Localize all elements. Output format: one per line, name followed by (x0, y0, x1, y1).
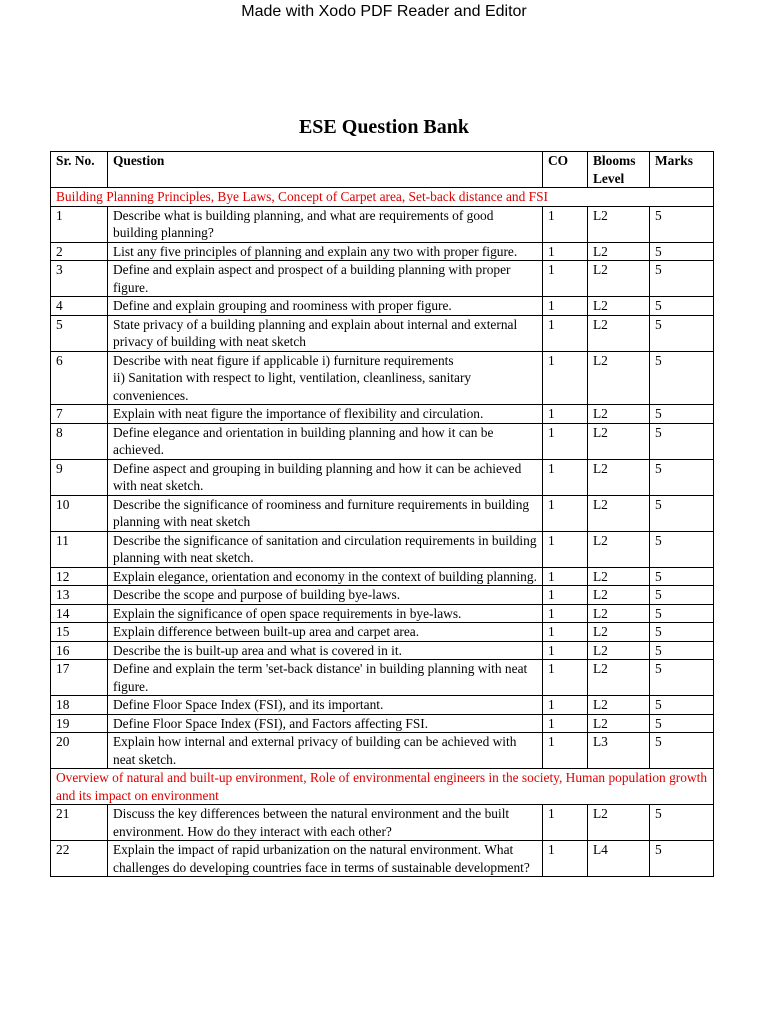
cell-question (108, 261, 543, 297)
question-text: Explain with neat figure the importance of flexibility and circulation. (113, 406, 484, 421)
header-marks: Marks (650, 152, 714, 188)
cell-marks: 5 (650, 623, 714, 642)
table-body (51, 188, 714, 877)
cell-marks: 5 (650, 423, 714, 459)
question-text: Define elegance and orientation in building planning and how it can be achieved. (113, 424, 494, 457)
question-text: Define Floor Space Index (FSI), and Factors affecting FSI. (113, 715, 429, 731)
cell-sr-no: 2 (51, 242, 108, 261)
cell-co: 1 (543, 261, 588, 297)
cell-sr-no: 22 (51, 841, 108, 877)
cell-blooms-level: L2 (588, 660, 650, 696)
cell-marks: 5 (650, 696, 714, 715)
question-text: Describe with neat figure if applicable i) furniture requirements (113, 352, 454, 368)
cell-marks: 5 (650, 206, 714, 242)
cell-marks: 5 (650, 567, 714, 586)
cell-blooms-level: L2 (588, 586, 650, 605)
cell-sr-no: 16 (51, 641, 108, 660)
cell-sr-no: 12 (51, 567, 108, 586)
header-question: Question (108, 152, 543, 188)
cell-blooms-level: L2 (588, 459, 650, 495)
watermark-banner: Made with Xodo PDF Reader and Editor (241, 3, 527, 20)
table-row (51, 315, 714, 351)
cell-question (108, 242, 543, 261)
cell-marks: 5 (650, 495, 714, 531)
table-row (51, 841, 714, 877)
cell-co: 1 (543, 567, 588, 586)
cell-co: 1 (543, 586, 588, 605)
cell-question (108, 805, 543, 841)
table-row (51, 531, 714, 567)
cell-co: 1 (543, 459, 588, 495)
cell-sr-no: 20 (51, 733, 108, 769)
cell-blooms-level: L2 (588, 261, 650, 297)
cell-sr-no: 17 (51, 660, 108, 696)
cell-blooms-level: L2 (588, 351, 650, 405)
cell-sr-no: 10 (51, 495, 108, 531)
cell-blooms-level: L2 (588, 696, 650, 715)
cell-sr-no: 13 (51, 586, 108, 605)
cell-co: 1 (543, 531, 588, 567)
question-text: Define and explain the term 'set-back distance' in building planning with neat figure. (113, 661, 528, 694)
table-row (51, 586, 714, 605)
cell-marks: 5 (650, 242, 714, 261)
cell-blooms-level: L2 (588, 405, 650, 424)
table-row (51, 423, 714, 459)
cell-question (108, 733, 543, 769)
cell-marks: 5 (650, 604, 714, 623)
cell-sr-no: 7 (51, 405, 108, 424)
cell-co: 1 (543, 405, 588, 424)
table-row (51, 696, 714, 715)
cell-question (108, 567, 543, 586)
cell-co: 1 (543, 714, 588, 733)
cell-marks: 5 (650, 261, 714, 297)
cell-co: 1 (543, 206, 588, 242)
table-row (51, 623, 714, 642)
cell-question (108, 297, 543, 316)
table-row (51, 495, 714, 531)
cell-sr-no: 4 (51, 297, 108, 316)
cell-co: 1 (543, 297, 588, 316)
cell-question (108, 604, 543, 623)
cell-blooms-level: L3 (588, 733, 650, 769)
cell-marks: 5 (650, 586, 714, 605)
section-heading-row (51, 188, 714, 207)
cell-sr-no: 5 (51, 315, 108, 351)
cell-sr-no: 15 (51, 623, 108, 642)
cell-co: 1 (543, 805, 588, 841)
cell-sr-no: 8 (51, 423, 108, 459)
table-row (51, 206, 714, 242)
table-row (51, 297, 714, 316)
cell-blooms-level: L4 (588, 841, 650, 877)
cell-co: 1 (543, 495, 588, 531)
question-text: Define Floor Space Index (FSI), and its important. (113, 697, 384, 712)
question-text: Describe what is building planning, and what are requirements of good building planning? (113, 207, 494, 240)
cell-blooms-level: L2 (588, 423, 650, 459)
cell-sr-no: 11 (51, 531, 108, 567)
cell-question (108, 206, 543, 242)
cell-co: 1 (543, 841, 588, 877)
question-text: Describe the scope and purpose of building bye-laws. (113, 587, 401, 602)
cell-blooms-level: L2 (588, 714, 650, 733)
question-text: Explain difference between built-up area and carpet area. (113, 624, 420, 639)
header-sr-no: Sr. No. (51, 152, 108, 188)
cell-marks: 5 (650, 733, 714, 769)
cell-sr-no: 14 (51, 604, 108, 623)
question-table (50, 151, 714, 877)
cell-marks: 5 (650, 405, 714, 424)
question-text: Define and explain grouping and roominess with proper figure. (113, 298, 452, 313)
cell-blooms-level: L2 (588, 297, 650, 316)
cell-question (108, 315, 543, 351)
cell-marks: 5 (650, 841, 714, 877)
cell-marks: 5 (650, 805, 714, 841)
question-text: Explain how internal and external privacy of building can be achieved with neat sketch. (113, 734, 517, 767)
cell-blooms-level: L2 (588, 623, 650, 642)
cell-question (108, 459, 543, 495)
cell-marks: 5 (650, 660, 714, 696)
cell-co: 1 (543, 641, 588, 660)
cell-sr-no: 1 (51, 206, 108, 242)
cell-sr-no: 9 (51, 459, 108, 495)
cell-marks: 5 (650, 459, 714, 495)
section-heading-row (51, 769, 714, 805)
cell-question (108, 351, 543, 405)
table-row (51, 641, 714, 660)
header-co: CO (543, 152, 588, 188)
cell-marks: 5 (650, 531, 714, 567)
cell-question (108, 405, 543, 424)
cell-co: 1 (543, 623, 588, 642)
cell-sr-no: 6 (51, 351, 108, 405)
cell-marks: 5 (650, 315, 714, 351)
cell-question (108, 696, 543, 715)
cell-question (108, 623, 543, 642)
question-text: Discuss the key differences between the natural environment and the built environment. How do they interact with each other? (113, 806, 510, 839)
cell-sr-no: 21 (51, 805, 108, 841)
table-row (51, 242, 714, 261)
cell-marks: 5 (650, 714, 714, 733)
cell-marks: 5 (650, 641, 714, 660)
cell-co: 1 (543, 242, 588, 261)
question-text: Describe the significance of sanitation and circulation requirements in building planning with neat sketch. (113, 532, 537, 565)
question-text: State privacy of a building planning and explain about internal and external privacy of building with neat sketch (113, 316, 518, 349)
question-text: Describe the significance of roominess and furniture requirements in building planning with neat sketch (113, 496, 530, 529)
table-row (51, 459, 714, 495)
cell-question (108, 423, 543, 459)
question-text: Define and explain aspect and prospect of a building planning with proper figure. (113, 262, 511, 295)
header-blooms-level: Blooms Level (588, 152, 650, 188)
cell-blooms-level: L2 (588, 641, 650, 660)
question-text: Explain elegance, orientation and economy in the context of building planning. (113, 568, 537, 584)
cell-sr-no: 3 (51, 261, 108, 297)
cell-blooms-level: L2 (588, 604, 650, 623)
cell-marks: 5 (650, 297, 714, 316)
question-text: List any five principles of planning and explain any two with proper figure. (113, 243, 518, 259)
cell-sr-no: 19 (51, 714, 108, 733)
cell-co: 1 (543, 660, 588, 696)
cell-blooms-level: L2 (588, 567, 650, 586)
cell-sr-no: 18 (51, 696, 108, 715)
cell-co: 1 (543, 733, 588, 769)
cell-co: 1 (543, 696, 588, 715)
question-text: Describe the is built-up area and what is covered in it. (113, 642, 402, 658)
cell-question (108, 641, 543, 660)
section-heading: Overview of natural and built-up environment, Role of environmental engineers in the society, Human population growth and its impact on environment (51, 769, 714, 805)
table-row (51, 660, 714, 696)
table-row (51, 604, 714, 623)
table-row (51, 733, 714, 769)
cell-co: 1 (543, 423, 588, 459)
cell-question (108, 660, 543, 696)
cell-co: 1 (543, 351, 588, 405)
cell-marks: 5 (650, 351, 714, 405)
cell-blooms-level: L2 (588, 242, 650, 261)
cell-question (108, 841, 543, 877)
cell-question (108, 714, 543, 733)
table-header-row (51, 152, 714, 188)
cell-blooms-level: L2 (588, 805, 650, 841)
question-text: Explain the significance of open space requirements in bye-laws. (113, 605, 462, 621)
cell-blooms-level: L2 (588, 206, 650, 242)
section-heading: Building Planning Principles, Bye Laws, Concept of Carpet area, Set-back distance and FSI (51, 188, 714, 207)
table-row (51, 714, 714, 733)
table-row (51, 405, 714, 424)
question-text: ii) Sanitation with respect to light, ventilation, cleanliness, sanitary conveniences. (113, 370, 472, 403)
page-title: ESE Question Bank (298, 116, 470, 138)
cell-question (108, 531, 543, 567)
cell-co: 1 (543, 604, 588, 623)
table-row (51, 567, 714, 586)
table-row (51, 805, 714, 841)
table-row (51, 351, 714, 405)
cell-co: 1 (543, 315, 588, 351)
table-row (51, 261, 714, 297)
cell-blooms-level: L2 (588, 495, 650, 531)
cell-question (108, 586, 543, 605)
cell-question (108, 495, 543, 531)
cell-blooms-level: L2 (588, 531, 650, 567)
cell-blooms-level: L2 (588, 315, 650, 351)
question-text: Explain the impact of rapid urbanization on the natural environment. What challenges do developing countries face in terms of sustainable development? (113, 842, 530, 875)
question-text: Define aspect and grouping in building planning and how it can be achieved with neat sketch. (113, 460, 522, 493)
